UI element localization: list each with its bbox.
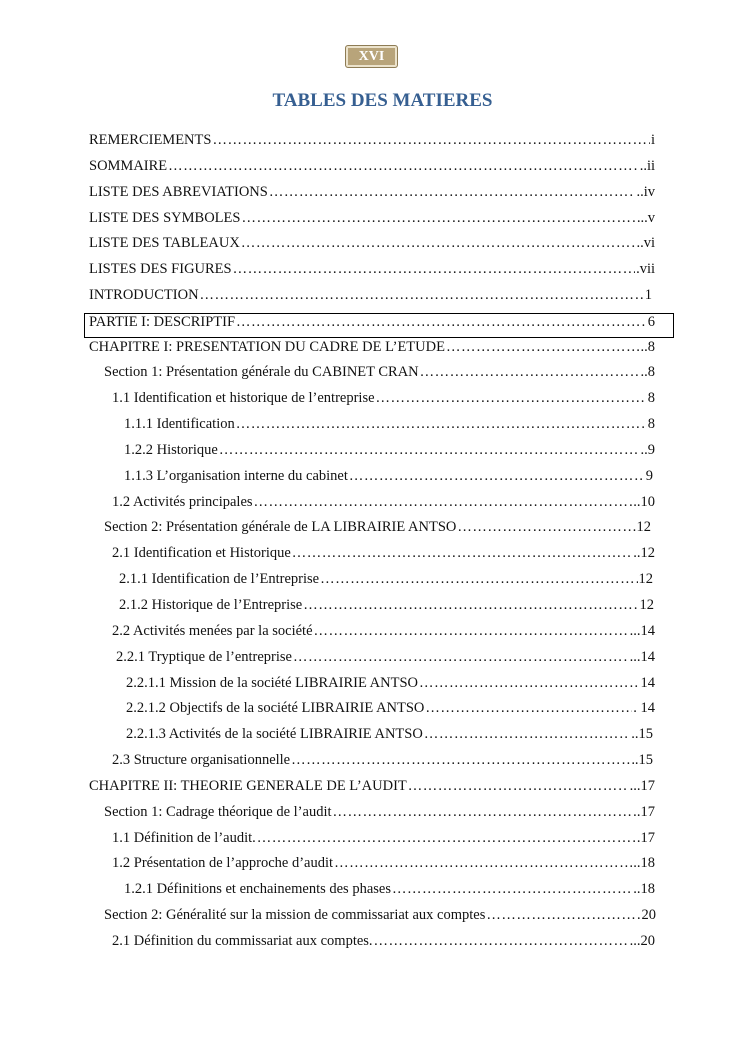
toc-entry-page: ...14: [629, 623, 655, 639]
toc-entry-label: LISTE DES SYMBOLES: [89, 210, 241, 226]
toc-entry-page: ..10: [633, 494, 655, 510]
toc-entry[interactable]: [104, 802, 655, 822]
toc-leader: [457, 517, 635, 537]
toc-entry[interactable]: [112, 492, 655, 512]
toc-entry-label: LISTE DES TABLEAUX: [89, 235, 240, 251]
toc-entry[interactable]: [112, 750, 653, 770]
toc-leader: [168, 156, 639, 176]
toc-entry[interactable]: [89, 208, 655, 228]
toc-entry-page: ..v: [640, 210, 655, 226]
toc-entry-label: 2.2 Activités menées par la société: [112, 623, 313, 639]
toc-entry-page: 8: [647, 390, 655, 406]
page-title: TABLES DES MATIERES: [272, 90, 493, 111]
toc-entry[interactable]: [119, 595, 654, 615]
toc-entry[interactable]: [112, 853, 655, 873]
toc-leader: [314, 621, 629, 641]
toc-entry-page: ..18: [633, 855, 655, 871]
toc-entry[interactable]: [89, 259, 655, 279]
toc-entry-label: 2.2.1 Tryptique de l’entreprise: [116, 649, 292, 665]
toc-entry-page: ..18: [633, 881, 655, 897]
toc-leader: [257, 828, 636, 848]
toc-leader: [376, 388, 647, 408]
toc-leader: [333, 802, 636, 822]
toc-entry-page: ..8: [640, 339, 655, 355]
toc-entry-label: 1.2 Présentation de l’approche d’audit: [112, 855, 334, 871]
toc-leader: [212, 130, 650, 150]
toc-leader: [420, 362, 640, 382]
toc-entry[interactable]: [124, 414, 655, 434]
toc-entry-label: 1.2 Activités principales: [112, 494, 253, 510]
toc-leader: [392, 879, 632, 899]
toc-entry-label: 1.2.2 Historique: [124, 442, 218, 458]
toc-entry-label: 1.2.1 Définitions et enchainements des phases: [124, 881, 391, 897]
toc-entry[interactable]: [119, 569, 653, 589]
toc-entry-label: 2.2.1.1 Mission de la société LIBRAIRIE ANTSO: [126, 675, 418, 691]
toc-leader: [219, 440, 640, 460]
toc-entry[interactable]: [89, 337, 655, 357]
toc-entry[interactable]: [89, 776, 655, 796]
toc-entry-label: Section 2: Présentation générale de LA LIBRAIRIE ANTSO: [104, 519, 457, 535]
toc-leader: [374, 931, 629, 951]
toc-entry-label: Section 1: Cadrage théorique de l’audit: [104, 804, 332, 820]
toc-entry-label: 2.1 Définition du commissariat aux comptes.: [112, 933, 373, 949]
toc-entry-label: 2.2.1.3 Activités de la société LIBRAIRIE ANTSO: [126, 726, 423, 742]
toc-entry-label: 2.1.1 Identification de l’Entreprise: [119, 571, 320, 587]
toc-entry[interactable]: [89, 285, 652, 305]
toc-entry-label: 2.1.2 Historique de l’Entreprise: [119, 597, 303, 613]
toc-entry-page: 12: [638, 571, 653, 587]
toc-entry-page: ...17: [629, 778, 655, 794]
toc-entry-page: ...14: [629, 649, 655, 665]
toc-leader: [291, 750, 634, 770]
toc-entry-label: 1.1.3 L’organisation interne du cabinet: [124, 468, 348, 484]
toc-entry-page: 12: [639, 597, 654, 613]
toc-leader: [236, 414, 647, 434]
toc-entry-label: 1.1.1 Identification: [124, 416, 235, 432]
toc-leader: [349, 466, 645, 486]
toc-entry[interactable]: [126, 698, 655, 718]
toc-entry-page: .17: [636, 830, 655, 846]
toc-leader: [241, 233, 636, 253]
toc-leader: [419, 673, 640, 693]
toc-leader: [269, 182, 636, 202]
toc-leader: [408, 776, 629, 796]
toc-entry[interactable]: [104, 362, 655, 382]
toc-entry[interactable]: [126, 724, 653, 744]
toc-entry-page: 9: [645, 468, 653, 484]
toc-leader: [254, 492, 633, 512]
toc-leader: [293, 647, 629, 667]
toc-entry-page: 12: [636, 519, 651, 535]
toc-entry-page: .17: [636, 804, 655, 820]
toc-entry[interactable]: [89, 233, 655, 253]
toc-entry[interactable]: [104, 517, 651, 537]
toc-leader: [425, 698, 632, 718]
toc-entry[interactable]: [126, 673, 655, 693]
toc-entry-page: 8: [647, 416, 655, 432]
toc-entry-label: 2.1 Identification et Historique: [112, 545, 291, 561]
toc-entry-page: ..9: [640, 442, 655, 458]
toc-entry[interactable]: [89, 312, 655, 332]
toc-leader: [233, 259, 635, 279]
toc-leader: [320, 569, 637, 589]
toc-entry[interactable]: [124, 440, 655, 460]
toc-entry[interactable]: [112, 388, 655, 408]
page-number-badge: XVI: [345, 45, 398, 68]
toc-entry-page: .vii: [636, 261, 655, 277]
toc-entry-page: . 14: [633, 700, 655, 716]
toc-entry-label: 1.1 Définition de l’audit.: [112, 830, 256, 846]
toc-entry-page: 14: [640, 675, 655, 691]
toc-entry[interactable]: [112, 931, 655, 951]
toc-entry[interactable]: [89, 130, 655, 150]
toc-leader: [334, 853, 632, 873]
toc-entry-label: LISTES DES FIGURES: [89, 261, 232, 277]
toc-entry-label: CHAPITRE II: THEORIE GENERALE DE L’AUDIT: [89, 778, 407, 794]
toc-leader: [292, 543, 632, 563]
toc-entry-page: .15: [634, 752, 653, 768]
toc-entry-page: ..ii: [639, 158, 655, 174]
toc-entry[interactable]: [89, 156, 655, 176]
toc-entry[interactable]: [124, 466, 653, 486]
toc-entry-page: 1: [644, 287, 652, 303]
toc-entry[interactable]: [89, 182, 655, 202]
toc-leader: [424, 724, 630, 744]
toc-entry-page: 20: [641, 907, 656, 923]
toc-entry-page: 6: [647, 314, 655, 330]
toc-entry-label: 2.2.1.2 Objectifs de la société LIBRAIRIE ANTSO: [126, 700, 425, 716]
toc-entry-label: 2.3 Structure organisationnelle: [112, 752, 291, 768]
toc-entry-page: ..12: [633, 545, 655, 561]
toc-leader: [486, 905, 640, 925]
toc-entry[interactable]: [112, 828, 655, 848]
toc-entry[interactable]: [112, 543, 655, 563]
toc-leader: [200, 285, 644, 305]
toc-entry-label: REMERCIEMENTS: [89, 132, 212, 148]
toc-entry[interactable]: [124, 879, 655, 899]
toc-entry-page: ..iv: [636, 184, 655, 200]
toc-leader: [303, 595, 638, 615]
toc-entry-label: CHAPITRE I: PRESENTATION DU CADRE DE L’ETUDE: [89, 339, 445, 355]
toc-entry-page: ..vi: [636, 235, 655, 251]
toc-entry-page: i: [650, 132, 655, 148]
toc-entry-label: Section 1: Présentation générale du CABINET CRAN: [104, 364, 419, 380]
toc-entry-label: LISTE DES ABREVIATIONS: [89, 184, 268, 200]
toc-entry-label: Section 2: Généralité sur la mission de commissariat aux comptes: [104, 907, 486, 923]
toc-entry-label: INTRODUCTION: [89, 287, 199, 303]
toc-leader: [241, 208, 639, 228]
toc-leader: [446, 337, 640, 357]
toc-entry[interactable]: [116, 647, 655, 667]
toc-entry-page: ..8: [640, 364, 655, 380]
toc-entry-label: SOMMAIRE: [89, 158, 168, 174]
toc-entry[interactable]: [104, 905, 656, 925]
toc-entry-label: 1.1 Identification et historique de l’entreprise: [112, 390, 375, 406]
toc-leader: [236, 312, 647, 332]
toc-entry-label: PARTIE I: DESCRIPTIF: [89, 314, 236, 330]
toc-entry[interactable]: [112, 621, 655, 641]
toc-entry-page: ..15: [631, 726, 653, 742]
toc-entry-page: ...20: [629, 933, 655, 949]
